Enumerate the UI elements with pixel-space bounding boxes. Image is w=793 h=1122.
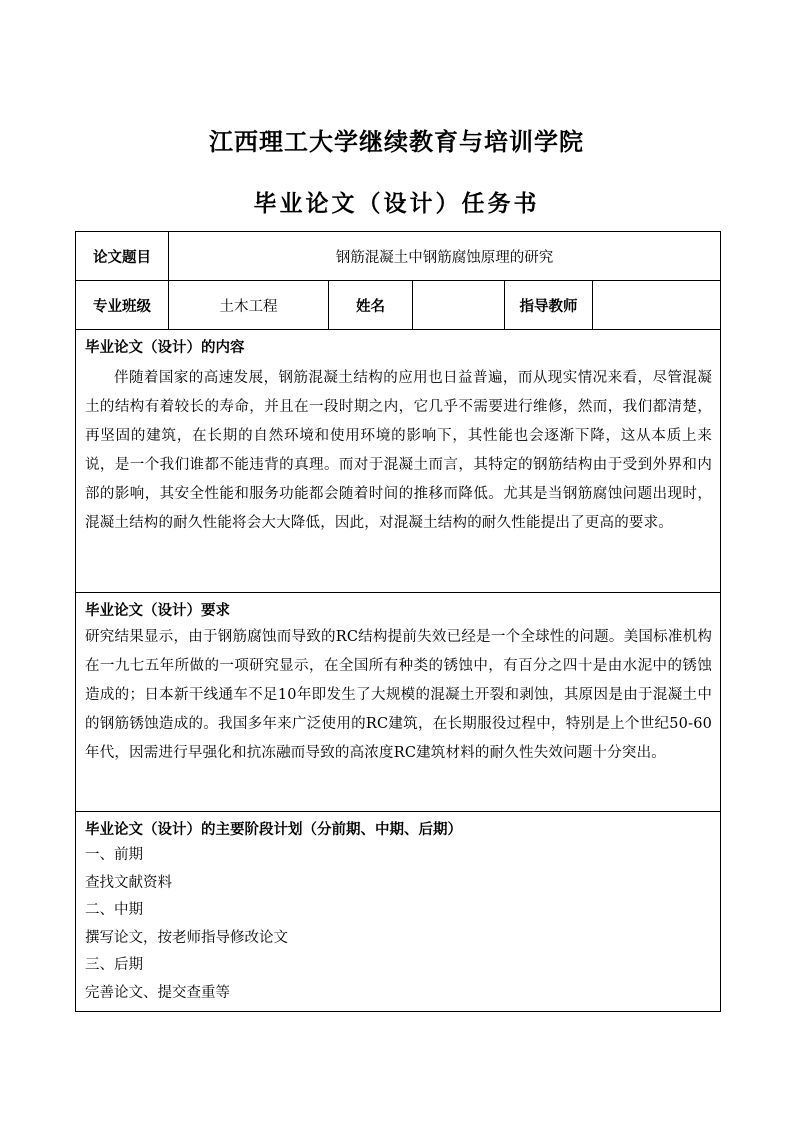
plan-row [76, 812, 721, 1012]
stage2-title: 二、中期 [85, 902, 143, 918]
institution-title: 江西理工大学继续教育与培训学院 [209, 128, 584, 156]
content-heading: 毕业论文（设计）的内容 [85, 340, 245, 356]
name-label: 姓名 [329, 281, 413, 330]
stage1-task[interactable]: 查找文献资料 [85, 874, 172, 891]
requirements-row [76, 593, 721, 812]
major-label: 专业班级 [76, 281, 169, 330]
plan-heading: 毕业论文（设计）的主要阶段计划（分前期、中期、后期） [85, 822, 462, 838]
requirements-section [76, 593, 721, 812]
stage2-task[interactable]: 撰写论文，按老师指导修改论文 [85, 929, 288, 946]
content-row [76, 330, 721, 593]
stage3-task[interactable]: 完善论文、提交查重等 [85, 984, 230, 1001]
major-value[interactable]: 土木工程 [169, 281, 329, 330]
task-form-table [75, 231, 721, 1012]
advisor-label: 指导教师 [505, 281, 593, 330]
stage3-title: 三、后期 [85, 957, 143, 973]
stage1-title: 一、前期 [85, 847, 143, 863]
content-text[interactable]: 伴随着国家的高速发展，钢筋混凝土结构的应用也日益普遍，而从现实情况来看，尽管混凝土的结构有着较长的寿命，并且在一段时期之内，它几乎不需要进行维修，然而，我们都清楚，再坚固的建筑，在长期的自然环境和使用环境的影响下，其性能也会逐渐下降，这从本质上来说，是一个我们谁都不能违背的真理。而对于混凝土而言，其特定的钢筋结构由于受到外界和内部的影响，其安全性能和服务功能都会随着时间的推移而降低。尤其是当钢筋腐蚀问题出现时，混凝土结构的耐久性能将会大大降低，因此，对混凝土结构的耐久性能提出了更高的要求。 [85, 370, 713, 531]
requirements-text[interactable]: 研究结果显示，由于钢筋腐蚀而导致的RC结构提前失效已经是一个全球性的问题。美国标准机构在一九七五年所做的一项研究显示，在全国所有种类的锈蚀中，有百分之四十是由水泥中的锈蚀造成的；日本新干线通车不足10年即发生了大规模的混凝土开裂和剥蚀，其原因是由于混凝土中的钢筋锈蚀造成的。我国多年来广泛使用的RC建筑，在长期服役过程中，特别是上个世纪50-60年代，因需进行早强化和抗冻融而导致的高浓度RC建筑材料的耐久性失效问题十分突出。 [85, 629, 713, 761]
topic-value[interactable]: 钢筋混凝土中钢筋腐蚀原理的研究 [169, 232, 721, 281]
plan-section [76, 812, 721, 1012]
major-row [76, 281, 721, 330]
document-title: 毕业论文（设计）任务书 [253, 191, 540, 217]
topic-row [76, 232, 721, 281]
requirements-heading: 毕业论文（设计）要求 [85, 603, 230, 619]
advisor-value[interactable] [593, 281, 721, 330]
topic-label: 论文题目 [76, 232, 169, 281]
name-value[interactable] [413, 281, 505, 330]
content-section [76, 330, 721, 593]
